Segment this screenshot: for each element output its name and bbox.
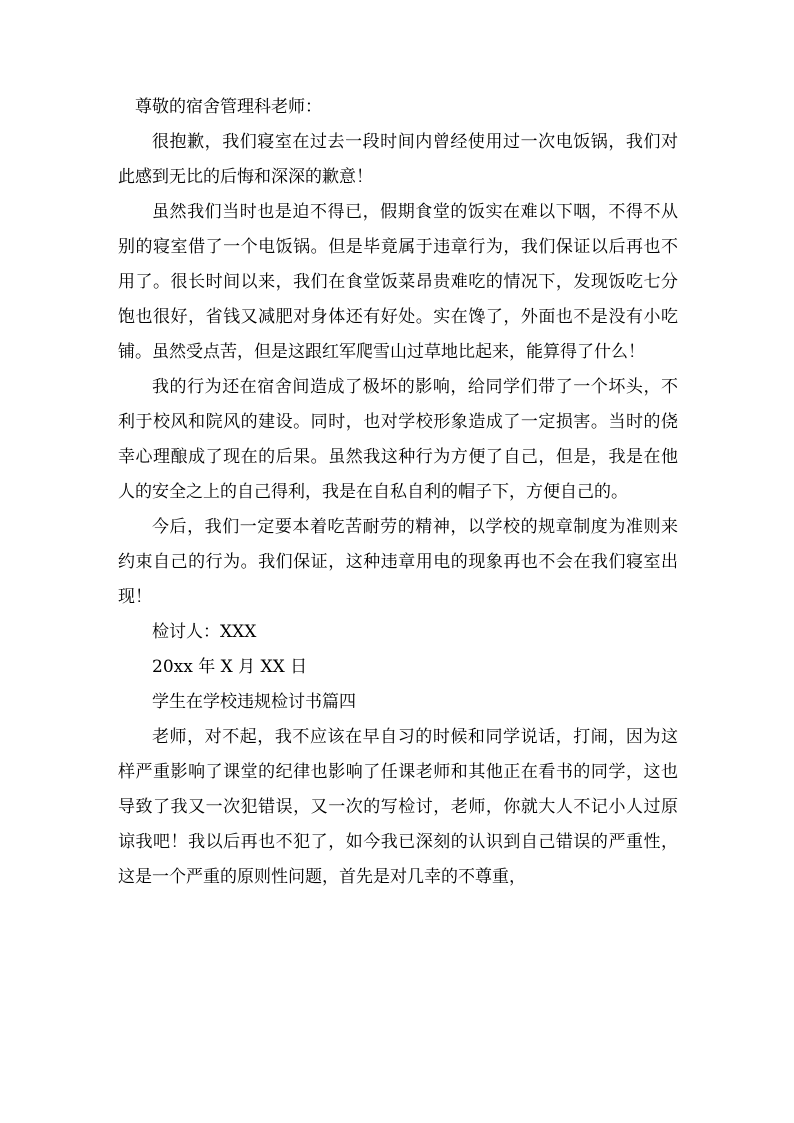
document-body <box>118 90 678 895</box>
paragraph-impact: 我的行为还在宿舍间造成了极坏的影响，给同学们带了一个坏头，不利于校风和院风的建设。同时，也对学校形象造成了一定损害。当时的侥幸心理酿成了现在的后果。虽然我这种行为方便了自己，但是，我是在他人的安全之上的自己得利，我是在自私自利的帽子下，方便自己的。 <box>118 377 678 502</box>
salutation: 尊敬的宿舍管理科老师： <box>135 97 322 117</box>
paragraph-apology: 很抱歉，我们寝室在过去一段时间内曾经使用过一次电饭锅，我们对此感到无比的后悔和深深的歉意！ <box>118 132 678 187</box>
section-title: 学生在学校违规检讨书篇四 <box>152 692 356 712</box>
section-paragraph: 老师，对不起，我不应该在早自习的时候和同学说话，打闹，因为这样严重影响了课堂的纪律也影响了任课老师和其他正在看书的同学，这也导致了我又一次犯错误，又一次的写检讨，老师，你就大人不记小人过原谅我吧！我以后再也不犯了，如今我已深刻的认识到自己错误的严重性，这是一个严重的原则性问题，首先是对几幸的不尊重， <box>118 727 678 887</box>
paragraph-reason: 虽然我们当时也是迫不得已，假期食堂的饭实在难以下咽，不得不从别的寝室借了一个电饭锅。但是毕竟属于违章行为，我们保证以后再也不用了。很长时间以来，我们在食堂饭菜昂贵难吃的情况下，发现饭吃七分饱也很好，省钱又减肥对身体还有好处。实在馋了，外面也不是没有小吃铺。虽然受点苦，但是这跟红军爬雪山过草地比起来，能算得了什么！ <box>118 202 678 362</box>
paragraph-promise: 今后，我们一定要本着吃苦耐劳的精神，以学校的规章制度为准则来约束自己的行为。我们保证，这种违章用电的现象再也不会在我们寝室出现！ <box>118 517 678 607</box>
date: 20xx 年 X 月 XX 日 <box>152 657 308 677</box>
signature: 检讨人：XXX <box>152 622 257 642</box>
